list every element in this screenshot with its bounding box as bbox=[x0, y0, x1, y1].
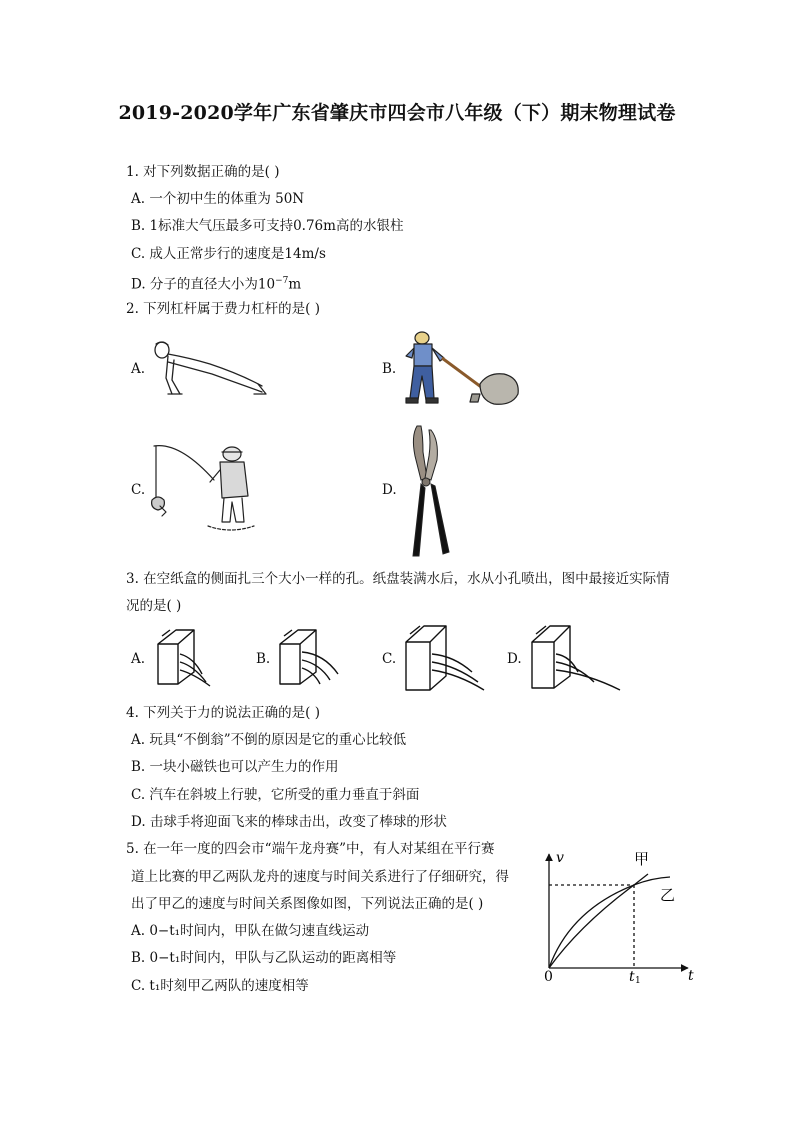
q1-option-b: B. 1标准大气压最多可支持0.76m高的水银柱 bbox=[131, 218, 404, 234]
q4-stem: 4. 下列关于力的说法正确的是( ) bbox=[126, 705, 320, 721]
q5-option-a: A. 0−t₁时间内，甲队在做匀速直线运动 bbox=[131, 923, 370, 939]
origin-label: 0 bbox=[544, 969, 553, 985]
q4-option-b: B. 一块小磁铁也可以产生力的作用 bbox=[131, 759, 339, 775]
yi-curve bbox=[549, 877, 670, 968]
q1-option-d-text: D. 分子的直径大小为10 bbox=[131, 276, 276, 293]
q5-option-c: C. t₁时刻甲乙两队的速度相等 bbox=[131, 978, 309, 994]
t-axis-label: t bbox=[688, 968, 694, 984]
carton-d-illustration bbox=[528, 622, 624, 692]
q1-option-d bbox=[131, 272, 301, 294]
carton-c-illustration bbox=[402, 620, 492, 692]
t1-label-subscript: 1 bbox=[635, 976, 641, 986]
carton-b-illustration bbox=[276, 626, 356, 688]
q1-option-c: C. 成人正常步行的速度是14m/s bbox=[131, 246, 326, 262]
q1-option-d-exponent: −7 bbox=[275, 276, 289, 286]
q4-option-d: D. 击球手将迎面飞来的棒球击出，改变了棒球的形状 bbox=[131, 814, 447, 830]
q4-option-a: A. 玩具“不倒翁”不倒的原因是它的重心比较低 bbox=[131, 732, 407, 748]
q3-label-b: B. bbox=[256, 651, 271, 667]
q3-label-a: A. bbox=[131, 651, 146, 667]
velocity-time-graph bbox=[540, 840, 700, 986]
v-axis-label: v bbox=[556, 850, 564, 866]
q5-stem-line1: 5. 在一年一度的四会市“端午龙舟赛”中，有人对某组在平行赛 bbox=[126, 841, 495, 857]
q2-stem: 2. 下列杠杆属于费力杠杆的是( ) bbox=[126, 301, 320, 317]
q1-option-a: A. 一个初中生的体重为 50N bbox=[131, 191, 305, 207]
carton-a-illustration bbox=[150, 626, 230, 688]
q2-label-c: C. bbox=[131, 482, 146, 498]
page-title: 2019-2020学年广东省肇庆市四会市八年级（下）期末物理试卷 bbox=[118, 102, 676, 124]
q2-label-a: A. bbox=[131, 361, 146, 377]
q1-stem: 1. 对下列数据正确的是( ) bbox=[126, 164, 280, 180]
yi-curve-label: 乙 bbox=[660, 886, 676, 904]
q2-label-b: B. bbox=[382, 361, 397, 377]
q3-label-d: D. bbox=[507, 651, 522, 667]
jia-curve-label: 甲 bbox=[634, 850, 650, 868]
pruning-shears-illustration bbox=[405, 422, 453, 558]
fisherman-illustration bbox=[150, 440, 260, 536]
q4-option-c: C. 汽车在斜坡上行驶，它所受的重力垂直于斜面 bbox=[131, 787, 420, 803]
q2-label-d: D. bbox=[382, 482, 397, 498]
jia-curve bbox=[549, 874, 648, 968]
pushup-figure-illustration bbox=[150, 338, 270, 400]
q3-stem-line2: 况的是( ) bbox=[126, 598, 182, 614]
t1-label: t bbox=[629, 969, 635, 985]
q3-label-c: C. bbox=[382, 651, 397, 667]
q5-option-b: B. 0−t₁时间内，甲队与乙队运动的距离相等 bbox=[131, 950, 397, 966]
q1-option-d-unit: m bbox=[288, 276, 302, 293]
crowbar-worker-illustration bbox=[400, 328, 525, 412]
q5-stem-line3: 出了甲乙的速度与时间关系图像如图，下列说法正确的是( ) bbox=[131, 896, 484, 912]
q5-stem-line2: 道上比赛的甲乙两队龙舟的速度与时间关系进行了仔细研究，得 bbox=[131, 869, 509, 885]
q3-stem-line1: 3. 在空纸盒的侧面扎三个大小一样的孔。纸盘装满水后，水从小孔喷出，图中最接近实际情 bbox=[126, 571, 670, 587]
